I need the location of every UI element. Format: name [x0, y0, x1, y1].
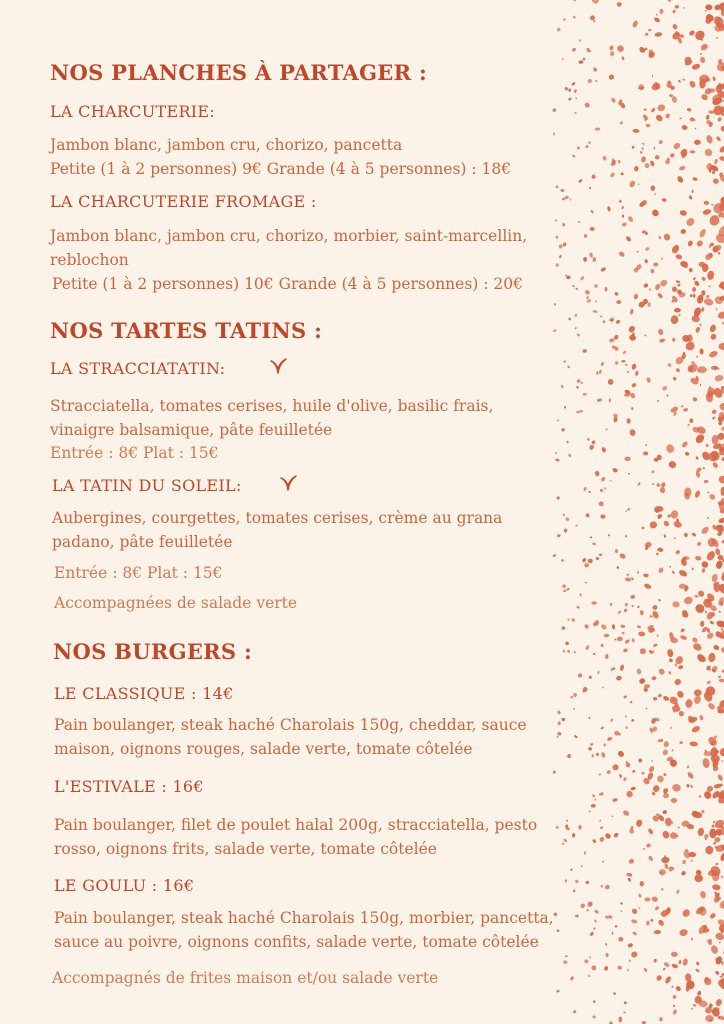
item-prices-charcuterie: Petite (1 à 2 personnes) 9€ Grande (4 à 5 personnes) : 18€ [50, 160, 512, 178]
leaf-icon [278, 473, 298, 493]
item-name-estivale: L'ESTIVALE : 16€ [54, 777, 204, 796]
item-name-stracciatatin: LA STRACCIATATIN: [50, 359, 226, 378]
item-prices-charcuterie-fromage: Petite (1 à 2 personnes) 10€ Grande (4 à 5 personnes) : 20€ [52, 275, 524, 293]
item-name-charcuterie-fromage: LA CHARCUTERIE FROMAGE : [50, 192, 317, 211]
item-desc-classique: Pain boulanger, steak haché Charolais 150g, cheddar, sauce maison, oignons rouges, salade verte, tomate côtelée [54, 716, 527, 758]
item-desc-stracciatatin: Stracciatella, tomates cerises, huile d'olive, basilic frais, vinaigre balsamique, pâte feuilletée [50, 397, 494, 439]
item-name-classique: LE CLASSIQUE : 14€ [54, 684, 234, 703]
burgers-side-note: Accompagnés de frites maison et/ou salade verte [52, 969, 439, 987]
leaf-icon [268, 356, 288, 376]
item-name-goulu: LE GOULU : 16€ [54, 876, 195, 895]
item-name-charcuterie: LA CHARCUTERIE: [50, 102, 216, 121]
item-prices-tatin-soleil: Entrée : 8€ Plat : 15€ [54, 564, 223, 582]
tatins-side-note: Accompagnées de salade verte [54, 594, 298, 612]
item-prices-stracciatatin: Entrée : 8€ Plat : 15€ [50, 444, 219, 462]
item-name-tatin-soleil: LA TATIN DU SOLEIL: [52, 476, 242, 495]
item-desc-estivale: Pain boulanger, filet de poulet halal 200g, stracciatella, pesto rosso, oignons frits, salade verte, tomate côtelée [54, 816, 538, 858]
item-desc-charcuterie: Jambon blanc, jambon cru, chorizo, pancetta [50, 136, 403, 154]
section-title-planches: NOS PLANCHES À PARTAGER : [50, 60, 428, 85]
section-title-burgers: NOS BURGERS : [53, 639, 253, 664]
section-title-tatins: NOS TARTES TATINS : [50, 318, 323, 343]
item-desc-tatin-soleil: Aubergines, courgettes, tomates cerises, crème au grana padano, pâte feuilletée [52, 509, 503, 551]
item-desc-charcuterie-fromage: Jambon blanc, jambon cru, chorizo, morbier, saint-marcellin, reblochon [50, 227, 528, 269]
item-desc-goulu: Pain boulanger, steak haché Charolais 150g, morbier, pancetta, sauce au poivre, oignons confits, salade verte, tomate côtelée [54, 909, 554, 951]
